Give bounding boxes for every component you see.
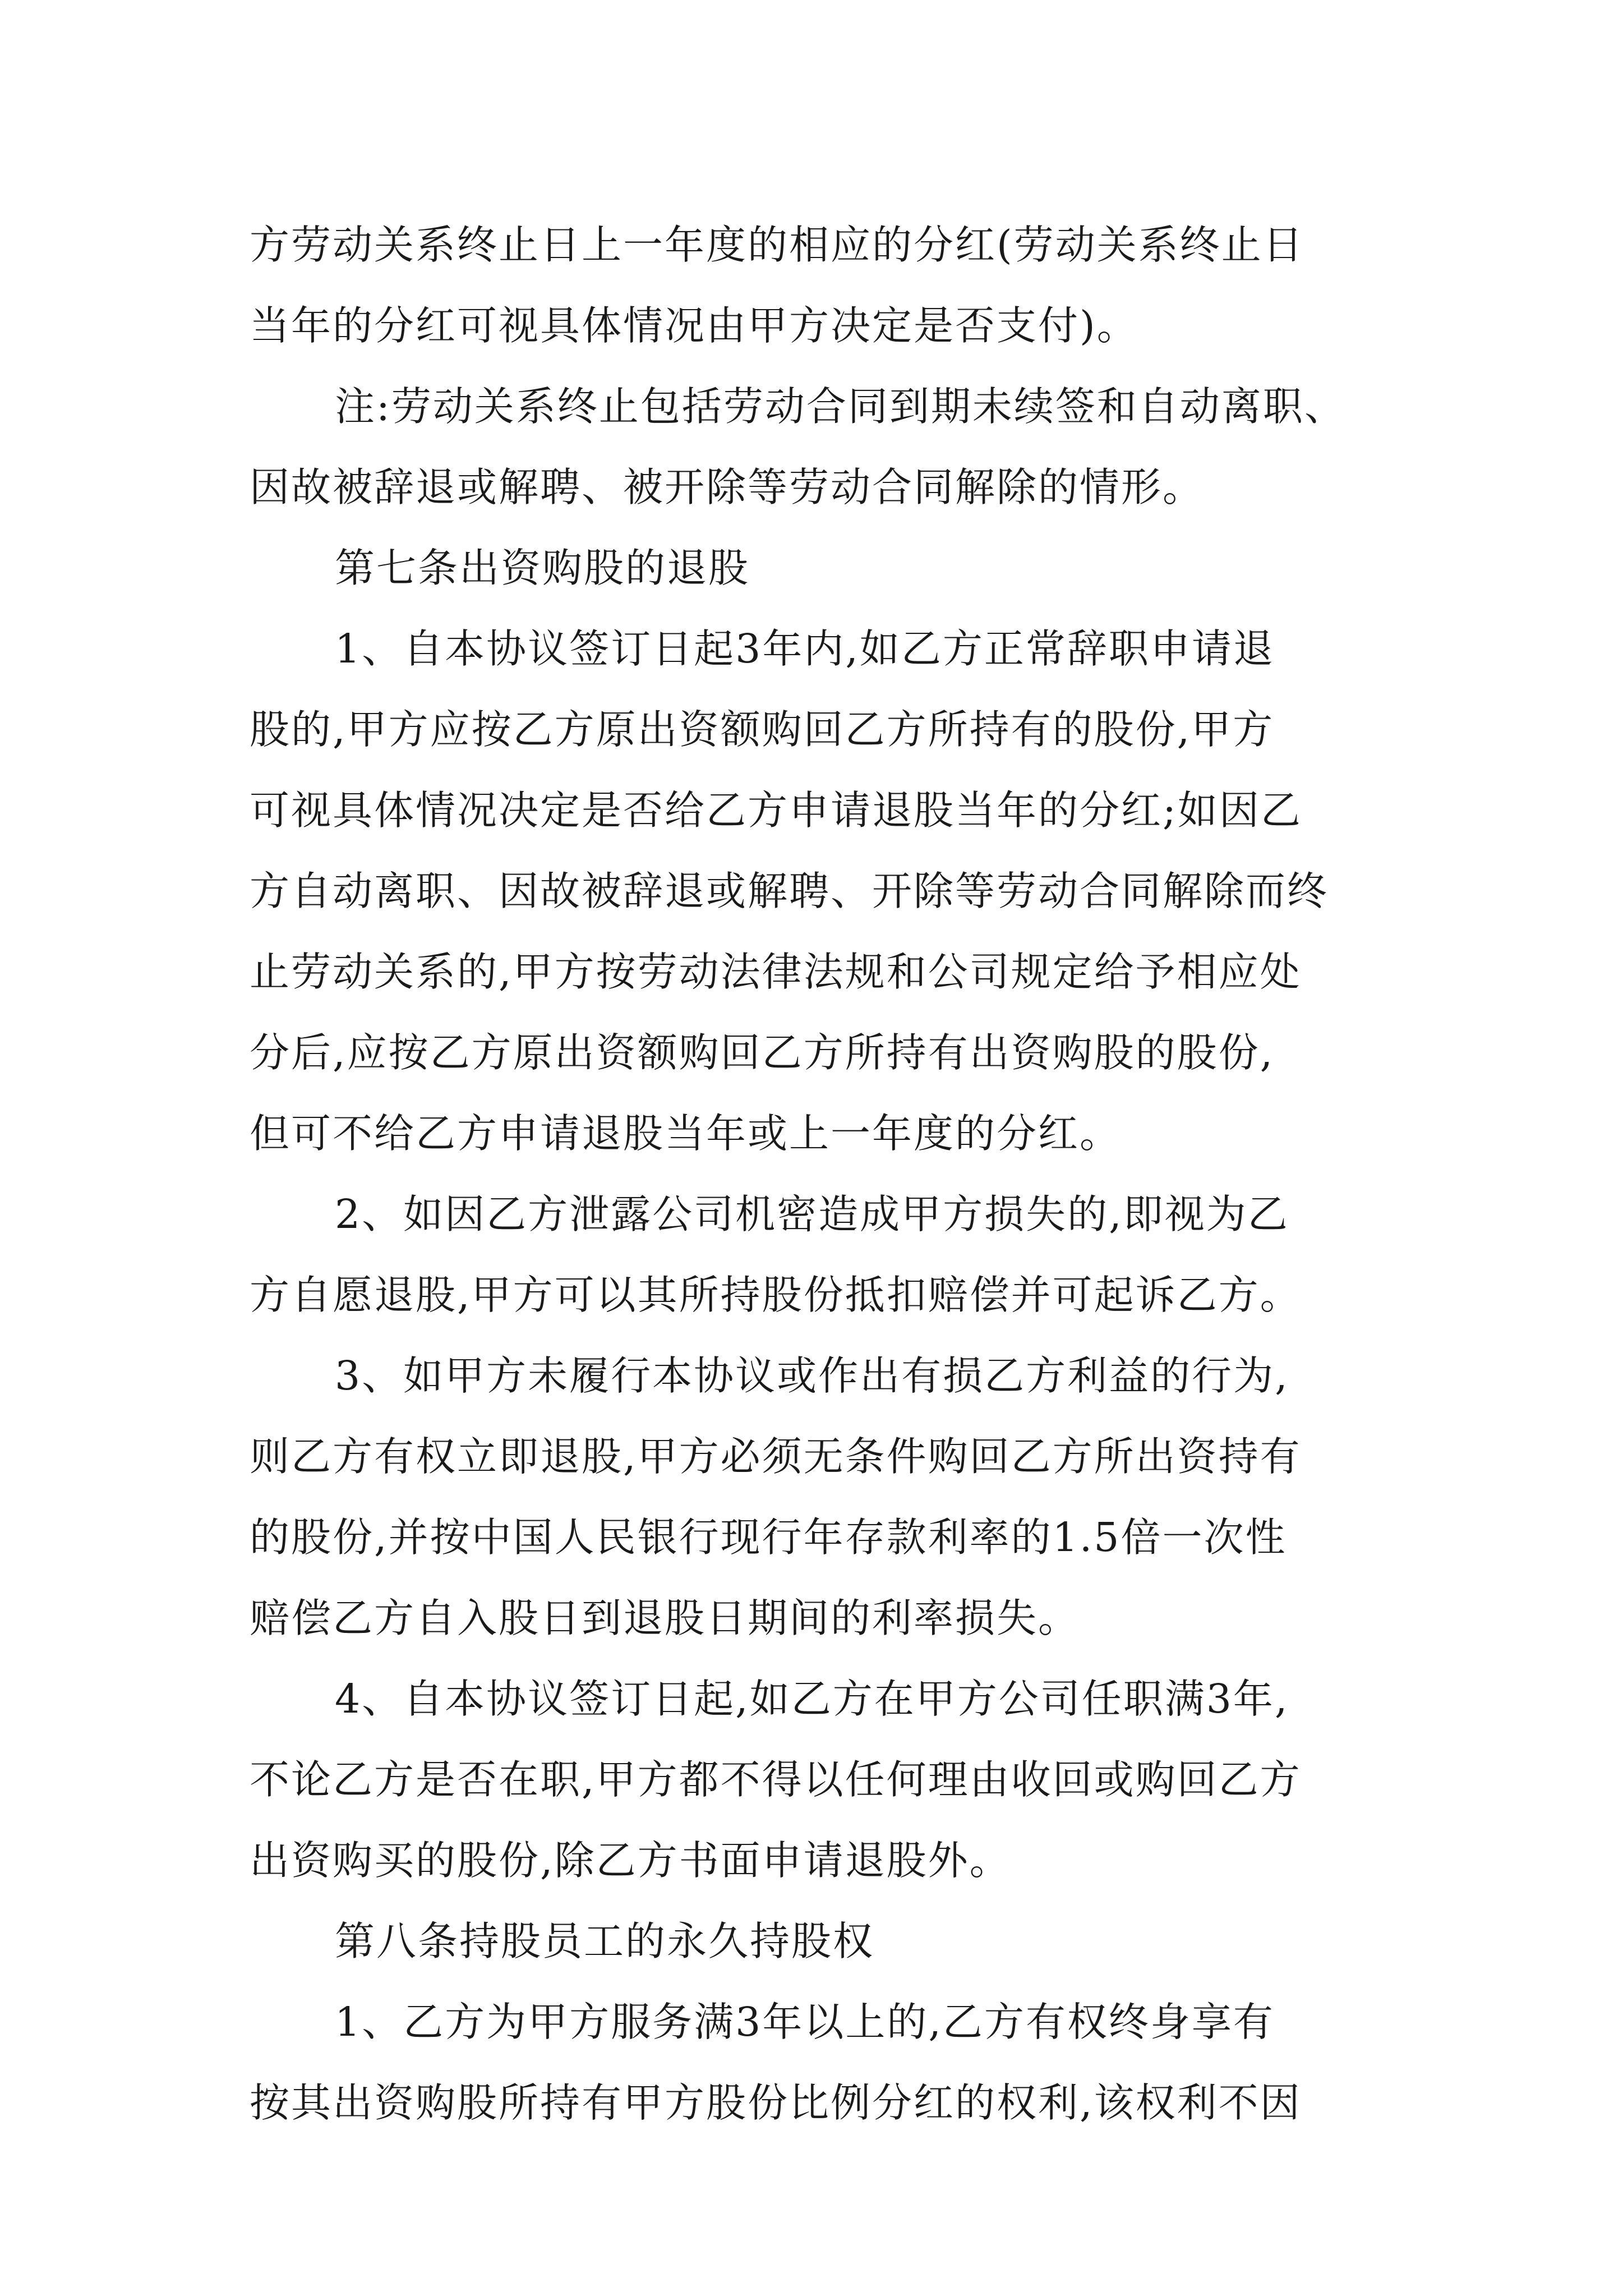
section-heading: 第八条持股员工的永久持股权 [335, 1918, 875, 1964]
text-line: 则乙方有权立即退股,甲方必须无条件购回乙方所出资持有 [250, 1433, 1302, 1480]
text-line: 1、乙方为甲方服务满3年以上的,乙方有权终身享有 [335, 1999, 1275, 2045]
text-line: 不论乙方是否在职,甲方都不得以任何理由收回或购回乙方 [250, 1756, 1302, 1803]
text-line: 分后,应按乙方原出资额购回乙方所持有出资购股的股份, [250, 1029, 1275, 1076]
text-line: 当年的分红可视具体情况由甲方决定是否支付)。 [250, 302, 1138, 349]
text-line: 4、自本协议签订日起,如乙方在甲方公司任职满3年, [335, 1676, 1289, 1722]
text-line: 赔偿乙方自入股日到退股日期间的利率损失。 [250, 1595, 1080, 1641]
text-line: 止劳动关系的,甲方按劳动法律法规和公司规定给予相应处 [250, 949, 1302, 995]
text-line: 注:劳动关系终止包括劳动合同到期未续签和自动离职、 [335, 383, 1346, 430]
text-line: 方自动离职、因故被辞退或解聘、开除等劳动合同解除而终 [250, 868, 1329, 914]
text-line: 出资购买的股份,除乙方书面申请退股外。 [250, 1837, 1011, 1884]
text-line: 因故被辞退或解聘、被开除等劳动合同解除的情形。 [250, 464, 1205, 510]
text-line: 可视具体情况决定是否给乙方申请退股当年的分红;如因乙 [250, 787, 1302, 834]
text-line: 方自愿退股,甲方可以其所持股份抵扣赔偿并可起诉乙方。 [250, 1272, 1302, 1318]
text-line: 按其出资购股所持有甲方股份比例分红的权利,该权利不因 [250, 2079, 1302, 2126]
text-line: 方劳动关系终止日上一年度的相应的分红(劳动关系终止日 [250, 222, 1304, 268]
section-heading: 第七条出资购股的退股 [335, 545, 750, 591]
text-line: 1、自本协议签订日起3年内,如乙方正常辞职申请退 [335, 625, 1275, 672]
text-line: 的股份,并按中国人民银行现行年存款利率的1.5倍一次性 [250, 1514, 1287, 1561]
text-line: 3、如甲方未履行本协议或作出有损乙方利益的行为, [335, 1352, 1289, 1399]
document-body [250, 205, 1433, 2143]
text-line: 股的,甲方应按乙方原出资额购回乙方所持有的股份,甲方 [250, 706, 1275, 753]
text-line: 2、如因乙方泄露公司机密造成甲方损失的,即视为乙 [335, 1191, 1289, 1237]
text-line: 但可不给乙方申请退股当年或上一年度的分红。 [250, 1110, 1122, 1157]
